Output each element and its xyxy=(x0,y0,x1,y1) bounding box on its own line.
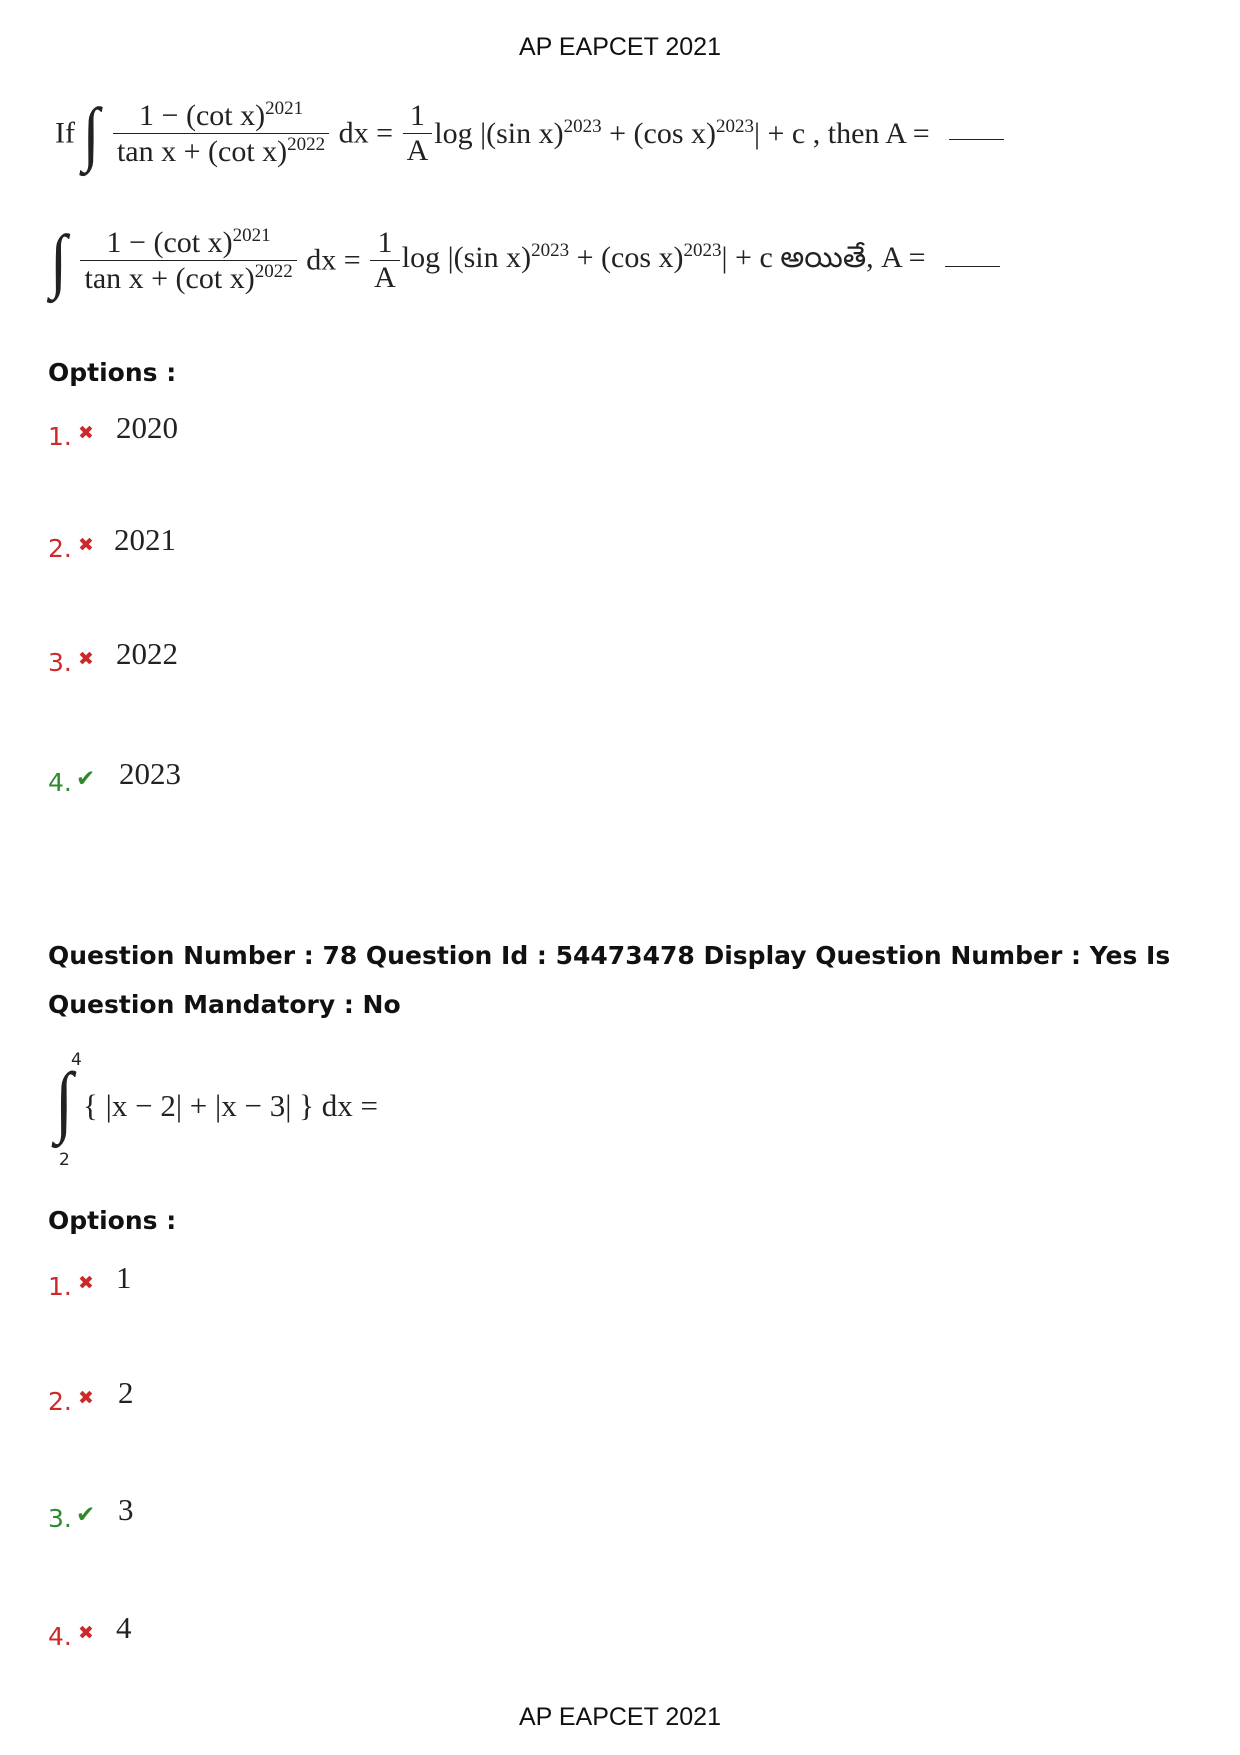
integrand-fraction: $\frac{1 - (\cot x)^{2021}}{\tan x + (\cot x)^{2022}}$ xyxy=(80,225,296,296)
question-78-equation xyxy=(55,1050,455,1170)
answer-blank xyxy=(949,117,1004,140)
option-number: 2. xyxy=(48,534,72,563)
integrand-fraction: $\frac{1 - (\cot x)^{2021}}{\tan x + (\cot x)^{2022}}$ xyxy=(113,98,329,169)
option-number: 4. xyxy=(48,768,72,797)
option-value: 4 xyxy=(116,1610,132,1645)
option-value: 1 xyxy=(116,1260,132,1295)
option-number: 2. xyxy=(48,1387,72,1416)
wrong-icon: ✖ xyxy=(78,648,94,670)
option-value: 2020 xyxy=(116,410,178,445)
integral-sign: ∫ xyxy=(82,94,100,173)
check-icon: ✔ xyxy=(76,766,96,792)
coefficient-fraction: $\frac{1}{A}$ xyxy=(403,99,433,168)
wrong-icon: ✖ xyxy=(78,1387,94,1409)
option-value: 2022 xyxy=(116,636,178,671)
option-number: 3. xyxy=(48,1504,72,1533)
page-header: AP EAPCET 2021 xyxy=(519,33,721,61)
option-number: 4. xyxy=(48,1622,72,1651)
check-icon: ✔ xyxy=(76,1502,96,1528)
page-footer: AP EAPCET 2021 xyxy=(519,1703,721,1731)
question-77-telugu-equation: ∫ $\frac{1 - (\cot x)^{2021}}{\tan x + (\cot x)^{2022}}$ dx = $\frac{1}{A}$ log |(sin x)$^{2023}$ + (cos x)$^{2023}$| + c అయితే, A = xyxy=(50,225,1000,296)
option-number: 3. xyxy=(48,648,72,677)
question-77-english-equation: If ∫ $\frac{1 - (\cot x)^{2021}}{\tan x + (\cot x)^{2022}}$ dx = $\frac{1}{A}$ log |(sin x)$^{2023}$ + (cos x)$^{2023}$| + c , then A = xyxy=(55,98,1004,169)
options-label: Options : xyxy=(48,358,177,387)
wrong-icon: ✖ xyxy=(78,1622,94,1644)
integrand: { |x − 2| + |x − 3| } dx = xyxy=(83,1088,379,1123)
option-value: 2023 xyxy=(119,756,181,791)
if-text: If xyxy=(55,116,75,150)
integral-sign: ∫ xyxy=(50,221,67,300)
option-value: 2021 xyxy=(114,522,176,557)
question-78-meta: Question Number : 78 Question Id : 54473478 Display Question Number : Yes Is Question Mandatory : No xyxy=(48,941,1171,1019)
options-label: Options : xyxy=(48,1206,177,1235)
option-value: 2 xyxy=(118,1375,134,1410)
wrong-icon: ✖ xyxy=(78,534,94,556)
upper-limit: 4 xyxy=(71,1050,82,1070)
option-number: 1. xyxy=(48,422,72,451)
wrong-icon: ✖ xyxy=(78,1272,94,1294)
integral-sign: ∫ xyxy=(55,1057,74,1146)
answer-blank xyxy=(945,244,1000,267)
coefficient-fraction: $\frac{1}{A}$ xyxy=(370,226,400,295)
wrong-icon: ✖ xyxy=(78,422,94,444)
lower-limit: 2 xyxy=(59,1150,70,1170)
option-number: 1. xyxy=(48,1272,72,1301)
option-value: 3 xyxy=(118,1492,134,1527)
